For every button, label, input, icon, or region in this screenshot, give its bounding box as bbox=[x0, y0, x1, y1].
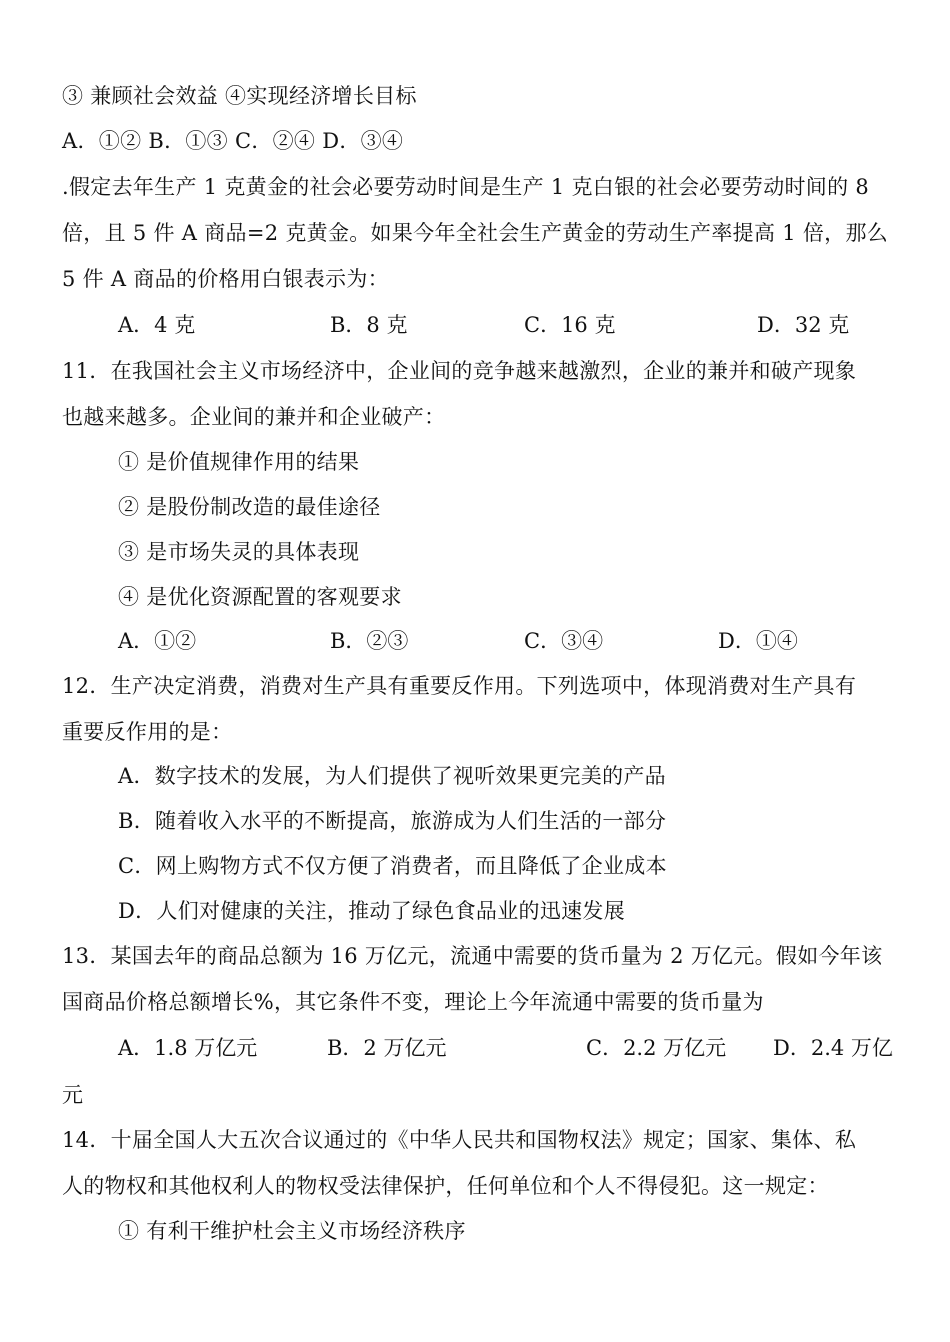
q11-stem-line1: 11．在我国社会主义市场经济中，企业间的竞争越来越激烈，企业的兼并和破产现象 bbox=[62, 359, 857, 383]
q11-item-3: ③ 是市场失灵的具体表现 bbox=[118, 540, 360, 564]
q12-option-c: C．网上购物方式不仅方便了消费者，而且降低了企业成本 bbox=[118, 854, 667, 878]
q12-option-d: D．人们对健康的关注，推动了绿色食品业的迅速发展 bbox=[118, 899, 626, 923]
q11-option-d: D．①④ bbox=[718, 629, 798, 653]
q11-stem-line2: 也越来越多。企业间的兼并和企业破产： bbox=[62, 405, 446, 429]
q13-stem-line2: 国商品价格总额增长%，其它条件不变，理论上今年流通中需要的货币量为 bbox=[62, 990, 764, 1014]
q14-stem-line2: 人的物权和其他权利人的物权受法律保护，任何单位和个人不得侵犯。这一规定： bbox=[62, 1174, 829, 1198]
q10-option-c: C．16 克 bbox=[524, 313, 616, 337]
q14-item-1: ① 有利干维护杜会主义市场经济秩序 bbox=[118, 1219, 466, 1243]
q11-item-1: ① 是价值规律作用的结果 bbox=[118, 450, 360, 474]
q10-stem-line2: 倍，且 5 件 A 商品=2 克黄金。如果今年全社会生产黄金的劳动生产率提高 1 倍，那么 bbox=[62, 221, 889, 245]
q13-option-d-wrap: 元 bbox=[62, 1083, 84, 1107]
q13-stem-line1: 13．某国去年的商品总额为 16 万亿元，流通中需要的货币量为 2 万亿元。假如今年该 bbox=[62, 944, 883, 968]
q12-stem-line2: 重要反作用的是： bbox=[62, 720, 233, 744]
q10-stem-line3: 5 件 A 商品的价格用白银表示为： bbox=[62, 267, 389, 291]
q10-option-d: D．32 克 bbox=[757, 313, 850, 337]
q10-option-b: B．8 克 bbox=[330, 313, 408, 337]
q13-option-d: D．2.4 万亿 bbox=[773, 1036, 893, 1060]
q10-stem-line1: .假定去年生产 1 克黄金的社会必要劳动时间是生产 1 克白银的社会必要劳动时间的 8 bbox=[62, 175, 870, 199]
prev-question-options: A．①② B．①③ C．②④ D．③④ bbox=[62, 129, 404, 153]
q12-option-b: B．随着收入水平的不断提高，旅游成为人们生活的一部分 bbox=[118, 809, 667, 833]
q11-option-c: C．③④ bbox=[524, 629, 604, 653]
q12-option-a: A．数字技术的发展，为人们提供了视听效果更完美的产品 bbox=[118, 764, 666, 788]
q11-option-a: A．①② bbox=[118, 629, 197, 653]
q13-option-b: B．2 万亿元 bbox=[327, 1036, 447, 1060]
q11-item-2: ② 是股份制改造的最佳途径 bbox=[118, 495, 381, 519]
q11-option-b: B．②③ bbox=[330, 629, 409, 653]
q13-option-a: A．1.8 万亿元 bbox=[118, 1036, 258, 1060]
q12-stem-line1: 12．生产决定消费，消费对生产具有重要反作用。下列选项中，体现消费对生产具有 bbox=[62, 674, 857, 698]
prev-question-items: ③ 兼顾社会效益 ④实现经济增长目标 bbox=[62, 84, 417, 108]
q14-stem-line1: 14．十届全国人大五次合议通过的《中华人民共和国物权法》规定；国家、集体、私 bbox=[62, 1128, 857, 1152]
q10-option-a: A．4 克 bbox=[118, 313, 196, 337]
q11-item-4: ④ 是优化资源配置的客观要求 bbox=[118, 585, 402, 609]
q13-option-c: C．2.2 万亿元 bbox=[586, 1036, 727, 1060]
